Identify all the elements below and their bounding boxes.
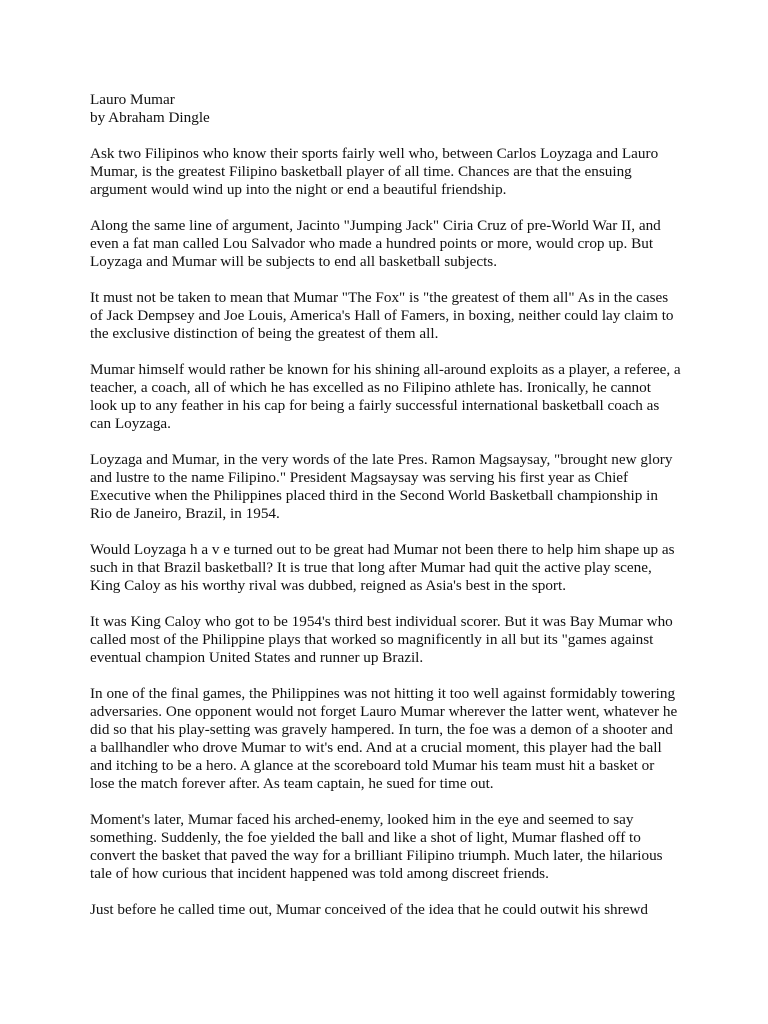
paragraph (90, 541, 690, 595)
text-line: the exclusive distinction of being the greatest of them all. (90, 325, 439, 342)
text-line: such in that Brazil basketball? It is true that long after Mumar had quit the active play scene, (90, 559, 652, 576)
text-line: King Caloy as his worthy rival was dubbed, reigned as Asia's best in the sport. (90, 577, 567, 594)
text-line: Just before he called time out, Mumar conceived of the idea that he could outwit his shrewd (90, 901, 648, 918)
text-line: even a fat man called Lou Salvador who made a hundred points or more, would crop up. But (90, 235, 654, 252)
paragraph (90, 451, 690, 523)
text-line: can Loyzaga. (90, 415, 171, 432)
paragraph (90, 613, 690, 667)
paragraph (90, 685, 690, 793)
text-line: Executive when the Philippines placed third in the Second World Basketball championship in (90, 487, 658, 504)
text-line: Loyzaga and Mumar, in the very words of the late Pres. Ramon Magsaysay, "brought new glory (90, 451, 673, 468)
paragraph (90, 901, 690, 919)
text-line: look up to any feather in his cap for being a fairly successful international basketball coach as (90, 397, 660, 414)
text-line: did so that his play-setting was gravely hampered. In turn, the foe was a demon of a shooter and (90, 721, 673, 738)
text-line: eventual champion United States and runner up Brazil. (90, 649, 424, 666)
text-line: Mumar himself would rather be known for his shining all-around exploits as a player, a referee, a (90, 361, 681, 378)
document-page (90, 91, 690, 937)
text-line: adversaries. One opponent would not forget Lauro Mumar wherever the latter went, whatever he (90, 703, 678, 720)
text-line: teacher, a coach, all of which he has excelled as no Filipino athlete has. Ironically, he cannot (90, 379, 651, 396)
document-body (90, 145, 690, 919)
paragraph (90, 811, 690, 883)
text-line: lose the match forever after. As team captain, he sued for time out. (90, 775, 494, 792)
paragraph (90, 217, 690, 271)
text-line: Along the same line of argument, Jacinto "Jumping Jack" Ciria Cruz of pre-World War II, and (90, 217, 661, 234)
paragraph (90, 145, 690, 199)
text-line: Mumar, is the greatest Filipino basketball player of all time. Chances are that the ensuing (90, 163, 632, 180)
text-line: called most of the Philippine plays that worked so magnificently in all but its "games against (90, 631, 654, 648)
document-header (90, 91, 690, 127)
text-line: In one of the final games, the Philippines was not hitting it too well against formidably towering (90, 685, 676, 702)
document-title: Lauro Mumar (90, 91, 175, 108)
text-line: argument would wind up into the night or end a beautiful friendship. (90, 181, 507, 198)
text-line: Ask two Filipinos who know their sports fairly well who, between Carlos Loyzaga and Lauro (90, 145, 659, 162)
paragraph (90, 361, 690, 433)
text-line: Would Loyzaga h a v e turned out to be great had Mumar not been there to help him shape up as (90, 541, 675, 558)
text-line: a ballhandler who drove Mumar to wit's end. And at a crucial moment, this player had the ball (90, 739, 662, 756)
text-line: Moment's later, Mumar faced his arched-enemy, looked him in the eye and seemed to say (90, 811, 634, 828)
text-line: It was King Caloy who got to be 1954's third best individual scorer. But it was Bay Mumar who (90, 613, 673, 630)
text-line: Loyzaga and Mumar will be subjects to end all basketball subjects. (90, 253, 497, 270)
text-line: convert the basket that paved the way for a brilliant Filipino triumph. Much later, the hilarious (90, 847, 663, 864)
text-line: Rio de Janeiro, Brazil, in 1954. (90, 505, 280, 522)
document-byline: by Abraham Dingle (90, 109, 210, 126)
text-line: something. Suddenly, the foe yielded the ball and like a shot of light, Mumar flashed off to (90, 829, 641, 846)
paragraph (90, 289, 690, 343)
text-line: It must not be taken to mean that Mumar "The Fox" is "the greatest of them all" As in the cases (90, 289, 669, 306)
text-line: tale of how curious that incident happened was told among discreet friends. (90, 865, 549, 882)
text-line: and itching to be a hero. A glance at the scoreboard told Mumar his team must hit a basket or (90, 757, 655, 774)
text-line: and lustre to the name Filipino." President Magsaysay was serving his first year as Chief (90, 469, 629, 486)
text-line: of Jack Dempsey and Joe Louis, America's Hall of Famers, in boxing, neither could lay claim to (90, 307, 674, 324)
